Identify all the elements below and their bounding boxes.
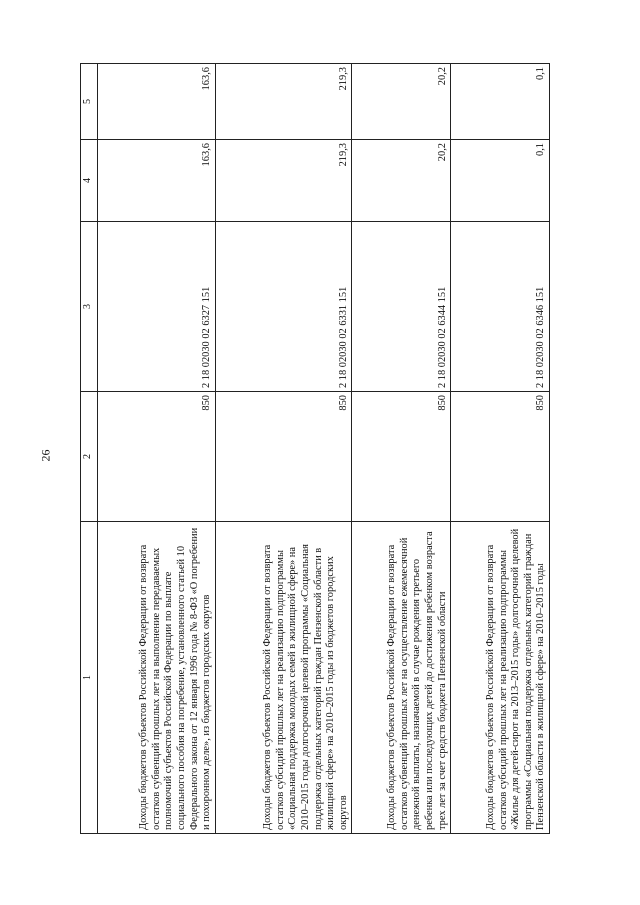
rotated-table-container: [80, 64, 550, 834]
column-header: 4: [81, 140, 98, 222]
row-admin-code: 850: [352, 392, 451, 522]
row-budget-code: 2 18 02030 02 6331 151: [215, 222, 352, 392]
row-value-col4: 0,1: [451, 140, 550, 222]
page-number: 26: [38, 449, 53, 462]
row-budget-code: 2 18 02030 02 6344 151: [352, 222, 451, 392]
column-header: 1: [81, 522, 98, 834]
row-description: Доходы бюджетов субъектов Российской Федерации от возврата остатков субвенций прошлых лет на осуществление ежемесячной денежной выплаты, назначаемой в случае рождения третьего ребенка или последующих детей до достижения ребенком возраста трех лет за счет средств бюджета Пензенской области: [352, 522, 451, 834]
column-header: 3: [81, 222, 98, 392]
row-value-col5: 0,1: [451, 64, 550, 140]
row-budget-code: 2 18 02030 02 6327 151: [98, 222, 216, 392]
revenue-table: [80, 63, 550, 834]
row-admin-code: 850: [451, 392, 550, 522]
row-admin-code: 850: [215, 392, 352, 522]
row-value-col5: 163,6: [98, 64, 216, 140]
row-budget-code: 2 18 02030 02 6346 151: [451, 222, 550, 392]
row-value-col4: 20,2: [352, 140, 451, 222]
table-row: [451, 64, 550, 834]
table-row: [98, 64, 216, 834]
row-description: Доходы бюджетов субъектов Российской Федерации от возврата остатков субсидий прошлых лет на реализацию подпрограммы «Социальная поддержка молодых семей в жилищной сфере» на 2010–2015 годы долгосрочной целевой программы «Социальная поддержка отдельных категорий граждан Пензенской области в жилищной сфере» на 2010–2015 годы из бюджетов городских округов: [215, 522, 352, 834]
row-value-col5: 219,3: [215, 64, 352, 140]
row-value-col4: 163,6: [98, 140, 216, 222]
column-header: 5: [81, 64, 98, 140]
row-description: Доходы бюджетов субъектов Российской Федерации от возврата остатков субсидий прошлых лет на реализацию подпрограммы «Жилье для детей-сирот на 2013–2015 годы» долгосрочной целевой программы «Социальная поддержка отдельных категорий граждан Пензенской области в жилищной сфере» на 2010–2015 годы: [451, 522, 550, 834]
table-row: [215, 64, 352, 834]
row-admin-code: 850: [98, 392, 216, 522]
column-header: 2: [81, 392, 98, 522]
row-description: Доходы бюджетов субъектов Российской Федерации от возврата остатков субвенций прошлых лет на выполнение передаваемых полномочий субъектов Российской Федерации по выплате социального пособия на погребение, установленного статьей 10 Федерального закона от 12 января 1996 года № 8-ФЗ «О погребении и похоронном деле», из бюджетов городских округов: [98, 522, 216, 834]
table-row: [352, 64, 451, 834]
row-value-col4: 219,3: [215, 140, 352, 222]
table-header-row: [81, 64, 98, 834]
row-value-col5: 20,2: [352, 64, 451, 140]
